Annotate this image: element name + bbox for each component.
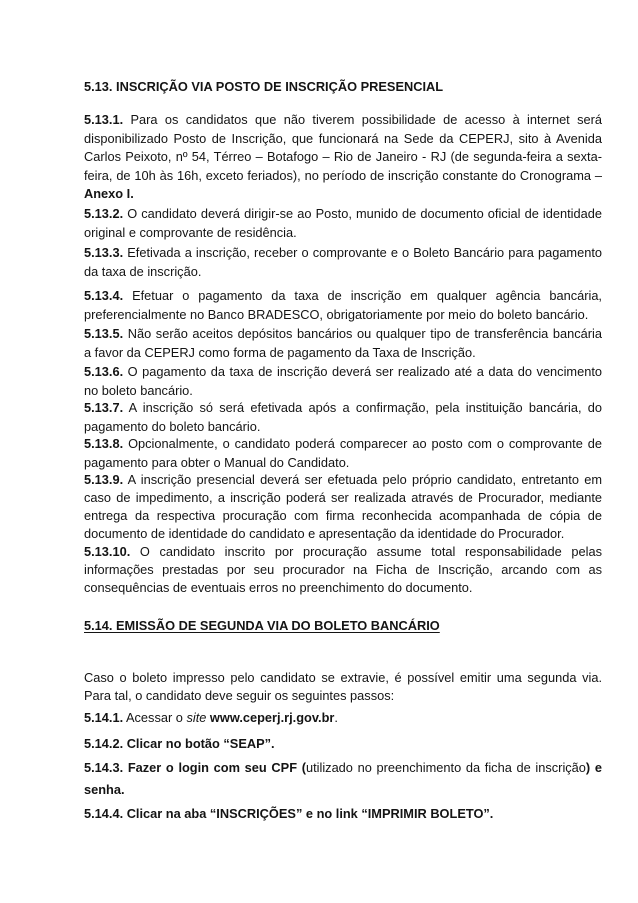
- text-run: Efetuar o pagamento da taxa de inscrição em qualquer agência bancária,: [123, 288, 602, 303]
- bold-text: 5.13.7.: [84, 400, 124, 415]
- bold-text: www.ceperj.rj.gov.br: [206, 710, 335, 725]
- text-run: consequências de eventuais erros no preenchimento do documento.: [84, 580, 473, 595]
- text-run: A inscrição presencial deverá ser efetuada pelo próprio candidato, entretanto em: [123, 472, 602, 487]
- bold-text: 5.13.10.: [84, 544, 131, 559]
- text-line: [84, 263, 602, 282]
- heading-5-13: [84, 78, 602, 97]
- text-run: pagamento para obter o Manual do Candidato.: [84, 454, 350, 470]
- bold-text: 5.13.8.: [84, 436, 124, 451]
- text-line: [84, 435, 602, 454]
- text-line: [84, 382, 602, 401]
- text-line: [84, 617, 602, 636]
- text-line: [84, 363, 602, 382]
- text-line: [84, 687, 602, 705]
- text-run: caso de impedimento, a inscrição poderá ser realizada através de Procurador, mediante: [84, 490, 602, 505]
- text-line: [84, 757, 602, 779]
- text-line: [84, 244, 602, 263]
- text-line: [84, 287, 602, 306]
- text-run: Para tal, o candidato deve seguir os seguintes passos:: [84, 688, 395, 703]
- text-run: disponibilizado Posto de Inscrição, que funcionará na Sede da CEPERJ, sito à Avenida: [84, 130, 602, 146]
- text-run: preferencialmente no Banco BRADESCO, obrigatoriamente por meio do boleto bancário.: [84, 306, 589, 322]
- bold-text: ) e: [585, 760, 602, 775]
- text-run: informações prestadas por seu procurador na Ficha de Inscrição, arcando com as: [84, 562, 602, 577]
- text-run: Para os candidatos que não tiverem possibilidade de acesso à internet será: [123, 112, 602, 127]
- text-run: O candidato deverá dirigir-se ao Posto, munido de documento oficial de identidade: [123, 206, 602, 221]
- text-run: no boleto bancário.: [84, 382, 193, 398]
- text-run: Não serão aceitos depósitos bancários ou qualquer tipo de transferência bancária: [123, 326, 602, 341]
- bold-text: 5.13. INSCRIÇÃO VIA POSTO DE INSCRIÇÃO PRESENCIAL: [84, 79, 444, 94]
- text-run: Acessar o: [123, 710, 187, 725]
- item-5-13-5: [84, 325, 602, 362]
- text-run: pagamento do boleto bancário.: [84, 418, 261, 434]
- text-line: [84, 306, 602, 325]
- text-run: Carlos Peixoto, nº 54, Térreo – Botafogo – Rio de Janeiro - RJ (de segunda-feira a sexta-: [84, 149, 602, 165]
- bold-text: 5.14.3. Fazer o login com seu CPF (: [84, 760, 306, 775]
- bold-text: 5.13.6.: [84, 364, 124, 379]
- text-run: da taxa de inscrição.: [84, 263, 202, 279]
- item-5-13-3: [84, 244, 602, 281]
- bold-text: 5.13.5.: [84, 326, 124, 341]
- text-run: O candidato inscrito por procuração assume total responsabilidade pelas: [130, 544, 602, 559]
- item-5-13-7: [84, 399, 602, 436]
- text-run: O pagamento da taxa de inscrição deverá ser realizado até a data do vencimento: [123, 364, 602, 379]
- step-5-14-1: [84, 709, 602, 728]
- text-run: Efetivada a inscrição, receber o comprovante e o Boleto Bancário para pagamento: [123, 245, 602, 260]
- text-line: [84, 507, 602, 525]
- text-line: [84, 185, 602, 204]
- text-run: documento de identidade do candidato e apresentação da identidade do Procurador.: [84, 526, 565, 541]
- text-run: Opcionalmente, o candidato poderá comparecer ao posto com o comprovante de: [123, 436, 602, 451]
- text-run: entrega da respectiva procuração com firma reconhecida acompanhada de cópia de: [84, 508, 602, 523]
- text-line: [84, 489, 602, 507]
- text-run: a favor da CEPERJ como forma de pagamento da Taxa de Inscrição.: [84, 344, 476, 360]
- bold-text: 5.14.1.: [84, 710, 124, 725]
- text-line: [84, 344, 602, 363]
- text-run: feira, de 10h às 16h, exceto feriados), no período de inscrição constante do Cronograma –: [84, 167, 602, 183]
- bold-text: 5.14. EMISSÃO DE SEGUNDA VIA DO BOLETO BANCÁRIO: [84, 618, 440, 633]
- step-5-14-3: [84, 757, 602, 801]
- text-run: original e comprovante de residência.: [84, 224, 297, 240]
- step-5-14-4: [84, 805, 602, 824]
- text-line: [84, 735, 602, 754]
- text-line: [84, 454, 602, 473]
- text-line: [84, 130, 602, 149]
- italic-text: site: [186, 710, 207, 725]
- text-run: .: [334, 710, 338, 725]
- item-5-13-1: [84, 111, 602, 204]
- text-line: [84, 669, 602, 687]
- heading-5-14: [84, 617, 602, 636]
- text-line: [84, 78, 602, 97]
- item-5-13-4: [84, 287, 602, 324]
- text-line: [84, 561, 602, 579]
- text-line: [84, 525, 602, 543]
- text-line: [84, 399, 602, 418]
- text-line: [84, 709, 602, 728]
- step-5-14-2: [84, 735, 602, 754]
- text-run: Caso o boleto impresso pelo candidato se extravie, é possível emitir uma segunda via.: [84, 670, 602, 685]
- item-5-13-9: [84, 471, 602, 543]
- bold-text: 5.14.2. Clicar no botão “SEAP”.: [84, 736, 275, 751]
- bold-text: 5.13.3.: [84, 245, 124, 260]
- text-line: [84, 205, 602, 224]
- item-5-13-10: [84, 543, 602, 597]
- item-5-13-6: [84, 363, 602, 400]
- text-line: [84, 805, 602, 824]
- item-5-13-2: [84, 205, 602, 242]
- bold-text: 5.13.4.: [84, 288, 124, 303]
- text-run: A inscrição só será efetivada após a confirmação, pela instituição bancária, do: [123, 400, 602, 415]
- text-line: [84, 579, 602, 597]
- bold-text: 5.13.2.: [84, 206, 124, 221]
- bold-text: 5.13.1.: [84, 112, 124, 127]
- intro-paragraph: [84, 669, 602, 705]
- text-line: [84, 418, 602, 437]
- text-line: [84, 224, 602, 243]
- text-run: utilizado no preenchimento da ficha de inscrição: [305, 760, 586, 775]
- bold-text: 5.13.9.: [84, 472, 124, 487]
- text-line: [84, 148, 602, 167]
- bold-text: 5.14.4. Clicar na aba “INSCRIÇÕES” e no link “IMPRIMIR BOLETO”.: [84, 806, 494, 821]
- text-line: [84, 779, 602, 801]
- text-line: [84, 325, 602, 344]
- text-line: [84, 543, 602, 561]
- text-line: [84, 111, 602, 130]
- text-line: [84, 471, 602, 489]
- bold-text: senha.: [84, 782, 125, 797]
- bold-text: Anexo I.: [84, 186, 134, 202]
- item-5-13-8: [84, 435, 602, 472]
- text-line: [84, 167, 602, 186]
